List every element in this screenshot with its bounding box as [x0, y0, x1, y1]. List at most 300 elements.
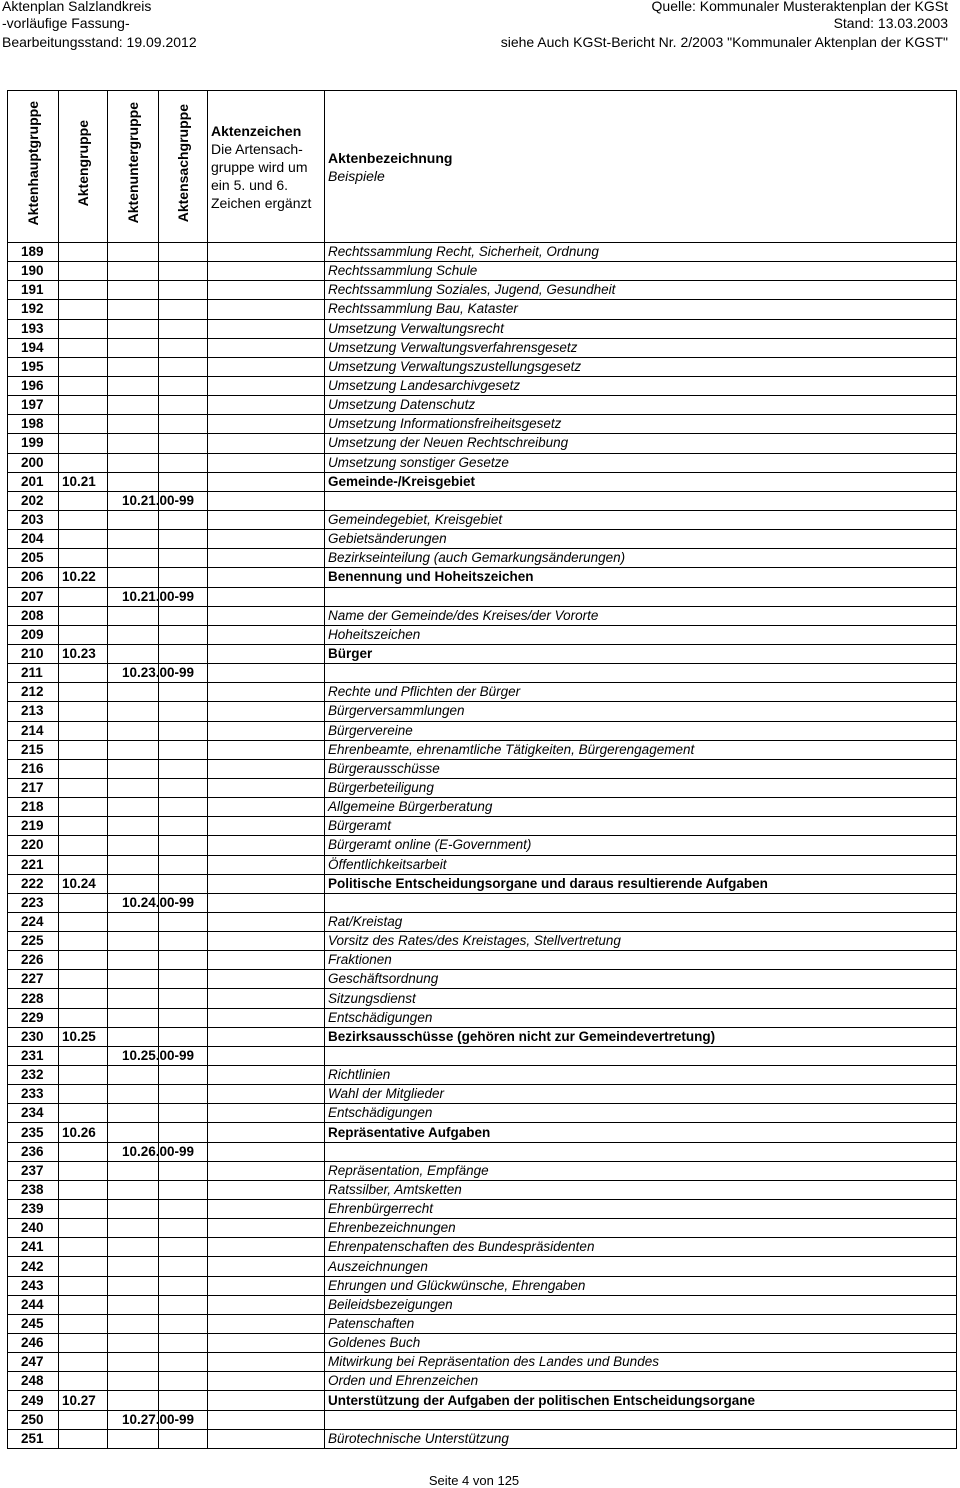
aktenzeichen-cell: [208, 1142, 325, 1161]
aktenbezeichnung-cell: Goldenes Buch: [325, 1334, 957, 1353]
aktenzeichen-cell: [208, 1046, 325, 1065]
table-row: [8, 836, 957, 855]
row-number: 226: [8, 951, 59, 970]
aktenbezeichnung-cell: Ehrenbürgerrecht: [325, 1200, 957, 1219]
row-number: 195: [8, 357, 59, 376]
table-row: [8, 319, 957, 338]
aktengruppe-cell: [59, 1200, 108, 1219]
aktenzeichen-cell: [208, 396, 325, 415]
aktensachgruppe-cell: [159, 281, 208, 300]
aktenbezeichnung-cell: [325, 491, 957, 510]
aktenzeichen-cell: [208, 912, 325, 931]
aktensachgruppe-cell: [159, 510, 208, 529]
aktensachgruppe-cell: [159, 262, 208, 281]
aktenuntergruppe-cell: [108, 778, 159, 797]
aktenbezeichnung-cell: Umsetzung sonstiger Gesetze: [325, 453, 957, 472]
row-number: 209: [8, 625, 59, 644]
aktenzeichen-cell: [208, 970, 325, 989]
aktenuntergruppe-cell: [108, 702, 159, 721]
row-number: 220: [8, 836, 59, 855]
table-row: [8, 1066, 957, 1085]
row-number: 189: [8, 243, 59, 262]
table-row: [8, 1334, 957, 1353]
aktensachgruppe-cell: [159, 606, 208, 625]
aktenuntergruppe-cell: [108, 644, 159, 663]
aktenzeichen-cell: [208, 664, 325, 683]
table-row: [8, 740, 957, 759]
page-number: Seite 4 von 125: [428, 1473, 520, 1488]
aktenbezeichnung-cell: Bezirksausschüsse (gehören nicht zur Gemeindevertretung): [325, 1027, 957, 1046]
aktengruppe-cell: [59, 1353, 108, 1372]
aktenuntergruppe-cell: [108, 472, 159, 491]
aktensachgruppe-cell: [159, 530, 208, 549]
aktengruppe-cell: [59, 1314, 108, 1333]
aktensachgruppe-cell: [159, 1295, 208, 1314]
row-number: 200: [8, 453, 59, 472]
row-number: 248: [8, 1372, 59, 1391]
row-number: 239: [8, 1200, 59, 1219]
row-number: 232: [8, 1066, 59, 1085]
aktenuntergruppe-cell: 10.21.00-99: [108, 587, 159, 606]
aktenuntergruppe-cell: [108, 434, 159, 453]
aktenzeichen-cell: [208, 644, 325, 663]
aktenuntergruppe-cell: [108, 300, 159, 319]
aktenuntergruppe-cell: [108, 932, 159, 951]
aktenbezeichnung-cell: [325, 1046, 957, 1065]
row-number: 199: [8, 434, 59, 453]
aktensachgruppe-cell: [159, 759, 208, 778]
table-row: [8, 262, 957, 281]
row-number: 219: [8, 817, 59, 836]
row-number: 206: [8, 568, 59, 587]
aktenbezeichnung-cell: Umsetzung Informationsfreiheitsgesetz: [325, 415, 957, 434]
table-row: [8, 453, 957, 472]
aktensachgruppe-cell: [159, 1008, 208, 1027]
aktensachgruppe-cell: [159, 338, 208, 357]
aktenzeichen-cell: [208, 376, 325, 395]
header-title: Aktenplan Salzlandkreis: [2, 0, 152, 14]
table-row: [8, 1353, 957, 1372]
aktensachgruppe-cell: [159, 1104, 208, 1123]
aktenbezeichnung-cell: Öffentlichkeitsarbeit: [325, 855, 957, 874]
row-number: 236: [8, 1142, 59, 1161]
aktensachgruppe-cell: [159, 740, 208, 759]
row-number: 237: [8, 1161, 59, 1180]
aktenbezeichnung-cell: [325, 1410, 957, 1429]
aktenuntergruppe-cell: [108, 798, 159, 817]
aktenzeichen-cell: [208, 243, 325, 262]
row-number: 243: [8, 1276, 59, 1295]
aktensachgruppe-cell: [159, 396, 208, 415]
aktenzeichen-cell: [208, 702, 325, 721]
table-row: [8, 1372, 957, 1391]
aktenbezeichnung-cell: Unterstützung der Aufgaben der politischen Entscheidungsorgane: [325, 1391, 957, 1410]
page-footer: [0, 1473, 960, 1488]
table-row: [8, 491, 957, 510]
aktenuntergruppe-cell: [108, 1276, 159, 1295]
table-row: [8, 1391, 957, 1410]
aktenbezeichnung-title: Aktenbezeichnung: [328, 149, 453, 166]
col-header-aktenzeichen: [208, 91, 325, 243]
aktensachgruppe-cell: [159, 453, 208, 472]
table-row: [8, 1104, 957, 1123]
row-number: 218: [8, 798, 59, 817]
aktenzeichen-cell: [208, 1123, 325, 1142]
aktengruppe-cell: [59, 300, 108, 319]
aktenzeichen-cell: [208, 300, 325, 319]
aktenbezeichnung-cell: Umsetzung Verwaltungszustellungsgesetz: [325, 357, 957, 376]
aktenzeichen-cell: [208, 721, 325, 740]
aktenbezeichnung-cell: Bezirkseinteilung (auch Gemarkungsänderungen): [325, 549, 957, 568]
row-number: 207: [8, 587, 59, 606]
aktenzeichen-cell: [208, 1085, 325, 1104]
aktenuntergruppe-cell: [108, 874, 159, 893]
aktengruppe-cell: [59, 1295, 108, 1314]
aktenuntergruppe-cell: [108, 1353, 159, 1372]
aktengruppe-cell: [59, 1104, 108, 1123]
aktengruppe-cell: [59, 970, 108, 989]
aktenuntergruppe-cell: [108, 1295, 159, 1314]
row-number: 235: [8, 1123, 59, 1142]
aktengruppe-cell: [59, 798, 108, 817]
aktenuntergruppe-cell: [108, 319, 159, 338]
aktensachgruppe-cell: [159, 1334, 208, 1353]
aktensachgruppe-cell: [159, 1314, 208, 1333]
header-edit-date: Bearbeitungsstand: 19.09.2012: [2, 34, 197, 50]
aktenbezeichnung-cell: Umsetzung Verwaltungsverfahrensgesetz: [325, 338, 957, 357]
aktenbezeichnung-sub: Beispiele: [328, 167, 385, 184]
aktensachgruppe-cell: [159, 1429, 208, 1448]
row-number: 245: [8, 1314, 59, 1333]
row-number: 202: [8, 491, 59, 510]
table-row: [8, 281, 957, 300]
aktengruppe-cell: [59, 702, 108, 721]
aktenbezeichnung-cell: Gemeinde-/Kreisgebiet: [325, 472, 957, 491]
aktenbezeichnung-cell: Rechtssammlung Bau, Kataster: [325, 300, 957, 319]
table-row: [8, 664, 957, 683]
table-row: [8, 1027, 957, 1046]
aktenzeichen-cell: [208, 1295, 325, 1314]
table-row: [8, 472, 957, 491]
table-header-row: [8, 91, 957, 243]
aktenbezeichnung-cell: Umsetzung Datenschutz: [325, 396, 957, 415]
aktengruppe-cell: [59, 817, 108, 836]
row-number: 251: [8, 1429, 59, 1448]
aktengruppe-cell: [59, 530, 108, 549]
row-number: 193: [8, 319, 59, 338]
aktenuntergruppe-cell: [108, 989, 159, 1008]
aktenzeichen-cell: [208, 874, 325, 893]
row-number: 194: [8, 338, 59, 357]
aktenbezeichnung-cell: Sitzungsdienst: [325, 989, 957, 1008]
aktenzeichen-cell: [208, 472, 325, 491]
aktenuntergruppe-cell: [108, 1257, 159, 1276]
row-number: 215: [8, 740, 59, 759]
aktengruppe-cell: [59, 338, 108, 357]
aktengruppe-cell: 10.25: [59, 1027, 108, 1046]
aktenbezeichnung-cell: Name der Gemeinde/des Kreises/der Vororte: [325, 606, 957, 625]
aktenuntergruppe-cell: [108, 836, 159, 855]
aktenzeichen-cell: [208, 530, 325, 549]
aktenzeichen-cell: [208, 1219, 325, 1238]
table-row: [8, 1410, 957, 1429]
table-row: [8, 549, 957, 568]
aktenuntergruppe-cell: [108, 951, 159, 970]
table-row: [8, 970, 957, 989]
aktengruppe-cell: [59, 740, 108, 759]
row-number: 212: [8, 683, 59, 702]
table-row: [8, 606, 957, 625]
aktenzeichen-cell: [208, 893, 325, 912]
table-row: [8, 912, 957, 931]
col-header-aktengruppe: Aktengruppe: [59, 91, 108, 243]
aktenuntergruppe-cell: [108, 1219, 159, 1238]
aktenbezeichnung-cell: [325, 587, 957, 606]
aktenbezeichnung-cell: Rat/Kreistag: [325, 912, 957, 931]
aktensachgruppe-cell: [159, 1238, 208, 1257]
col-header-aktenuntergruppe: Aktenuntergruppe: [108, 91, 159, 243]
aktensachgruppe-cell: [159, 932, 208, 951]
aktengruppe-cell: [59, 376, 108, 395]
aktenbezeichnung-cell: Bürgeramt: [325, 817, 957, 836]
aktenbezeichnung-cell: Orden und Ehrenzeichen: [325, 1372, 957, 1391]
col-header-aktensachgruppe: Aktensachgruppe: [159, 91, 208, 243]
aktenzeichen-cell: [208, 798, 325, 817]
aktenuntergruppe-cell: [108, 1429, 159, 1448]
row-number: 191: [8, 281, 59, 300]
aktengruppe-cell: [59, 453, 108, 472]
table-row: [8, 893, 957, 912]
table-row: [8, 951, 957, 970]
aktenuntergruppe-cell: [108, 396, 159, 415]
aktenuntergruppe-cell: [108, 568, 159, 587]
aktenbezeichnung-cell: Bürgerausschüsse: [325, 759, 957, 778]
aktenbezeichnung-cell: Benennung und Hoheitszeichen: [325, 568, 957, 587]
aktenbezeichnung-cell: Ehrenpatenschaften des Bundespräsidenten: [325, 1238, 957, 1257]
aktenzeichen-cell: [208, 1372, 325, 1391]
table-row: [8, 1429, 957, 1448]
row-number: 216: [8, 759, 59, 778]
aktenuntergruppe-cell: [108, 606, 159, 625]
aktenbezeichnung-cell: Allgemeine Bürgerberatung: [325, 798, 957, 817]
aktenbezeichnung-cell: Umsetzung der Neuen Rechtschreibung: [325, 434, 957, 453]
table-row: [8, 932, 957, 951]
aktengruppe-cell: [59, 989, 108, 1008]
row-number: 211: [8, 664, 59, 683]
aktenplan-table: [7, 90, 957, 1449]
aktenuntergruppe-cell: 10.25.00-99: [108, 1046, 159, 1065]
row-number: 203: [8, 510, 59, 529]
aktenzeichen-cell: [208, 778, 325, 797]
aktengruppe-cell: [59, 1334, 108, 1353]
aktenuntergruppe-cell: [108, 1161, 159, 1180]
aktensachgruppe-cell: [159, 836, 208, 855]
aktenuntergruppe-cell: [108, 683, 159, 702]
row-number: 198: [8, 415, 59, 434]
row-number: 247: [8, 1353, 59, 1372]
aktenzeichen-cell: [208, 1180, 325, 1199]
aktenuntergruppe-cell: [108, 759, 159, 778]
aktensachgruppe-cell: [159, 549, 208, 568]
aktenbezeichnung-cell: Bürger: [325, 644, 957, 663]
aktengruppe-cell: [59, 510, 108, 529]
aktensachgruppe-cell: [159, 970, 208, 989]
aktenbezeichnung-cell: Entschädigungen: [325, 1104, 957, 1123]
table-row: [8, 855, 957, 874]
table-row: [8, 434, 957, 453]
aktenuntergruppe-cell: [108, 549, 159, 568]
aktenzeichen-cell: [208, 836, 325, 855]
aktenbezeichnung-cell: Hoheitszeichen: [325, 625, 957, 644]
aktenzeichen-cell: [208, 625, 325, 644]
aktensachgruppe-cell: [159, 817, 208, 836]
aktenuntergruppe-cell: [108, 1334, 159, 1353]
aktenzeichen-cell: [208, 453, 325, 472]
aktengruppe-cell: [59, 1410, 108, 1429]
aktengruppe-cell: [59, 1257, 108, 1276]
aktenuntergruppe-cell: [108, 625, 159, 644]
aktengruppe-cell: [59, 664, 108, 683]
aktenzeichen-note: Die Artensach-gruppe wird um ein 5. und 6. Zeichen ergänzt: [211, 140, 312, 211]
row-number: 221: [8, 855, 59, 874]
row-number: 208: [8, 606, 59, 625]
aktengruppe-cell: 10.26: [59, 1123, 108, 1142]
aktenzeichen-cell: [208, 1353, 325, 1372]
aktenuntergruppe-cell: [108, 357, 159, 376]
aktensachgruppe-cell: [159, 1391, 208, 1410]
aktensachgruppe-cell: [159, 1161, 208, 1180]
aktenbezeichnung-cell: Umsetzung Landesarchivgesetz: [325, 376, 957, 395]
aktensachgruppe-cell: [159, 1180, 208, 1199]
aktenbezeichnung-cell: Umsetzung Verwaltungsrecht: [325, 319, 957, 338]
aktenuntergruppe-cell: [108, 721, 159, 740]
header-reference: siehe Auch KGSt-Bericht Nr. 2/2003 "Kommunaler Aktenplan der KGST": [500, 34, 948, 50]
aktenzeichen-cell: [208, 1314, 325, 1333]
aktengruppe-cell: [59, 1219, 108, 1238]
table-row: [8, 510, 957, 529]
aktenzeichen-cell: [208, 740, 325, 759]
row-number: 224: [8, 912, 59, 931]
aktenuntergruppe-cell: 10.23.00-99: [108, 664, 159, 683]
aktenuntergruppe-cell: [108, 912, 159, 931]
aktenzeichen-cell: [208, 587, 325, 606]
aktenbezeichnung-cell: Ratssilber, Amtsketten: [325, 1180, 957, 1199]
aktengruppe-cell: [59, 1085, 108, 1104]
aktengruppe-cell: [59, 243, 108, 262]
aktenzeichen-cell: [208, 510, 325, 529]
aktenzeichen-cell: [208, 855, 325, 874]
aktenzeichen-cell: [208, 606, 325, 625]
aktenzeichen-cell: [208, 1200, 325, 1219]
aktenuntergruppe-cell: [108, 510, 159, 529]
aktengruppe-cell: [59, 1142, 108, 1161]
table-row: [8, 396, 957, 415]
table-row: [8, 1200, 957, 1219]
aktengruppe-cell: [59, 587, 108, 606]
aktenbezeichnung-cell: Gebietsänderungen: [325, 530, 957, 549]
table-row: [8, 1238, 957, 1257]
aktengruppe-cell: [59, 491, 108, 510]
table-row: [8, 1008, 957, 1027]
aktenzeichen-cell: [208, 491, 325, 510]
aktenbezeichnung-cell: Ehrenbezeichnungen: [325, 1219, 957, 1238]
page-header: [0, 0, 960, 60]
row-number: 213: [8, 702, 59, 721]
table-row: [8, 874, 957, 893]
aktensachgruppe-cell: [159, 778, 208, 797]
table-row: [8, 530, 957, 549]
table-row: [8, 989, 957, 1008]
aktenzeichen-cell: [208, 262, 325, 281]
row-number: 192: [8, 300, 59, 319]
aktenuntergruppe-cell: [108, 1104, 159, 1123]
table-row: [8, 415, 957, 434]
aktenbezeichnung-cell: [325, 893, 957, 912]
aktenuntergruppe-cell: [108, 1180, 159, 1199]
aktenuntergruppe-cell: [108, 530, 159, 549]
row-number: 228: [8, 989, 59, 1008]
aktengruppe-cell: [59, 759, 108, 778]
table-row: [8, 644, 957, 663]
aktenbezeichnung-cell: Bürgeramt online (E-Government): [325, 836, 957, 855]
table-row: [8, 1046, 957, 1065]
aktenbezeichnung-cell: Beileidsbezeigungen: [325, 1295, 957, 1314]
aktenbezeichnung-cell: Entschädigungen: [325, 1008, 957, 1027]
row-number: 223: [8, 893, 59, 912]
aktenzeichen-cell: [208, 1066, 325, 1085]
row-number: 244: [8, 1295, 59, 1314]
table-row: [8, 721, 957, 740]
row-number: 240: [8, 1219, 59, 1238]
aktensachgruppe-cell: [159, 1353, 208, 1372]
aktengruppe-cell: [59, 281, 108, 300]
aktenuntergruppe-cell: [108, 1085, 159, 1104]
aktenzeichen-cell: [208, 1276, 325, 1295]
aktenuntergruppe-cell: [108, 1027, 159, 1046]
aktenbezeichnung-cell: Repräsentation, Empfänge: [325, 1161, 957, 1180]
row-number: 196: [8, 376, 59, 395]
aktenzeichen-cell: [208, 932, 325, 951]
aktensachgruppe-cell: [159, 1027, 208, 1046]
table-row: [8, 625, 957, 644]
aktensachgruppe-cell: [159, 855, 208, 874]
table-row: [8, 1085, 957, 1104]
aktengruppe-cell: [59, 1372, 108, 1391]
header-source-date: Stand: 13.03.2003: [833, 15, 948, 31]
aktensachgruppe-cell: [159, 683, 208, 702]
aktenzeichen-cell: [208, 434, 325, 453]
aktensachgruppe-cell: [159, 702, 208, 721]
aktenbezeichnung-cell: Repräsentative Aufgaben: [325, 1123, 957, 1142]
aktenuntergruppe-cell: 10.24.00-99: [108, 893, 159, 912]
aktengruppe-cell: [59, 262, 108, 281]
aktenuntergruppe-cell: [108, 855, 159, 874]
aktenuntergruppe-cell: [108, 1008, 159, 1027]
table-row: [8, 568, 957, 587]
aktenbezeichnung-cell: Rechtssammlung Recht, Sicherheit, Ordnung: [325, 243, 957, 262]
aktenuntergruppe-cell: [108, 1123, 159, 1142]
aktensachgruppe-cell: [159, 798, 208, 817]
table-row: [8, 1295, 957, 1314]
table-row: [8, 1219, 957, 1238]
aktenzeichen-cell: [208, 568, 325, 587]
aktenuntergruppe-cell: [108, 243, 159, 262]
col-header-aktenbezeichnung: [325, 91, 957, 243]
aktenuntergruppe-cell: [108, 1372, 159, 1391]
aktenzeichen-cell: [208, 281, 325, 300]
aktenbezeichnung-cell: Fraktionen: [325, 951, 957, 970]
aktenuntergruppe-cell: [108, 376, 159, 395]
